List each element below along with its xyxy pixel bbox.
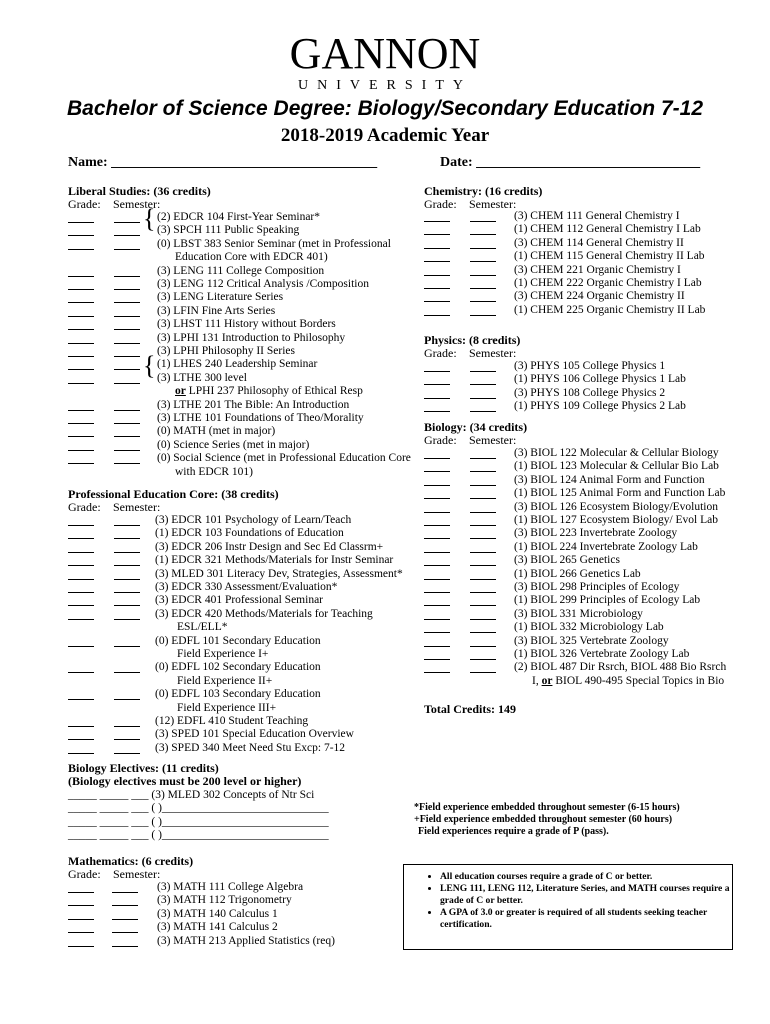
grade-blank[interactable] — [68, 369, 94, 370]
course-row: (3) MATH 140 Calculus 1 — [157, 907, 278, 920]
course-row: Field Experience III+ — [177, 701, 277, 714]
semester-blank[interactable] — [112, 946, 138, 947]
grade-blank[interactable] — [68, 463, 94, 464]
section-heading: Liberal Studies: (36 credits) — [68, 184, 211, 198]
semester-blank[interactable] — [114, 538, 140, 539]
semester-blank[interactable] — [114, 302, 140, 303]
semester-blank[interactable] — [114, 646, 140, 647]
course-row: Field Experience II+ — [177, 674, 273, 687]
grade-blank[interactable] — [68, 605, 94, 606]
course-row: (1) CHEM 112 General Chemistry I Lab — [514, 223, 701, 236]
semester-blank[interactable] — [114, 436, 140, 437]
course-row: (0) Science Series (met in major) — [157, 438, 310, 451]
grade-blank[interactable] — [424, 659, 450, 660]
semester-blank[interactable] — [470, 552, 496, 553]
course-row: (1) BIOL 332 Microbiology Lab — [514, 621, 664, 634]
grade-blank[interactable] — [68, 316, 94, 317]
page-title: Bachelor of Science Degree: Biology/Secondary Education 7-12 — [66, 97, 704, 120]
semester-blank[interactable] — [114, 235, 140, 236]
semester-label: Semester: — [113, 500, 161, 514]
grade-blank[interactable] — [424, 221, 450, 222]
semester-blank[interactable] — [114, 222, 140, 223]
semester-blank[interactable] — [114, 450, 140, 451]
course-row: (3) LTHE 201 The Bible: An Introduction — [157, 398, 350, 411]
course-row: (1) EDCR 321 Methods/Materials for Instr Seminar — [155, 554, 394, 567]
course-row: (3) BIOL 223 Invertebrate Zoology — [514, 527, 678, 540]
grade-blank[interactable] — [68, 892, 94, 893]
grade-blank[interactable] — [68, 436, 94, 437]
semester-blank[interactable] — [470, 619, 496, 620]
grade-blank[interactable] — [68, 289, 94, 290]
grade-blank[interactable] — [424, 592, 450, 593]
semester-blank[interactable] — [470, 592, 496, 593]
grade-blank[interactable] — [68, 343, 94, 344]
semester-label: Semester: — [113, 867, 161, 881]
course-row: Field Experience I+ — [177, 648, 269, 660]
grade-blank[interactable] — [68, 552, 94, 553]
grade-blank[interactable] — [424, 384, 450, 385]
course-row — [532, 675, 724, 688]
semester-blank[interactable] — [470, 672, 496, 673]
grade-blank[interactable] — [424, 275, 450, 276]
grade-blank[interactable] — [68, 579, 94, 580]
grade-blank[interactable] — [68, 525, 94, 526]
semester-blank[interactable] — [114, 699, 140, 700]
grade-blank[interactable] — [68, 329, 94, 330]
course-row: (3) LENG 111 College Composition — [157, 264, 325, 277]
grade-blank[interactable] — [68, 905, 94, 906]
semester-blank[interactable] — [112, 892, 138, 893]
course-row: (3) EDCR 401 Professional Seminar — [155, 594, 324, 607]
semester-blank[interactable] — [470, 261, 496, 262]
grade-blank[interactable] — [68, 726, 94, 727]
course-row: (0) MATH (met in major) — [157, 425, 276, 438]
course-row: (3) MATH 213 Applied Statistics (req) — [157, 934, 335, 947]
course-row: (3) LENG Literature Series — [157, 291, 284, 304]
row-text-part: I, — [532, 674, 542, 687]
elective-row[interactable]: _____ _____ ___ ( )_____________________________ — [68, 802, 329, 815]
grade-blank[interactable] — [424, 672, 450, 673]
elective-row[interactable]: _____ _____ ___ ( )_____________________________ — [68, 815, 329, 828]
course-row: (3) CHEM 114 General Chemistry II — [514, 236, 684, 249]
course-row: (0) LBST 383 Senior Seminar (met in Professional — [157, 237, 391, 250]
course-row: (1) CHEM 115 General Chemistry II Lab — [514, 250, 705, 263]
course-row: (3) LPHI Philosophy II Series — [157, 345, 295, 357]
section-heading: Chemistry: (16 credits) — [424, 184, 543, 198]
semester-blank[interactable] — [470, 512, 496, 513]
semester-blank[interactable] — [114, 423, 140, 424]
course-row: (3) EDCR 330 Assessment/Evaluation* — [155, 581, 338, 593]
grade-blank[interactable] — [424, 371, 450, 372]
semester-blank[interactable] — [470, 411, 496, 412]
section-heading: Biology Electives: (11 credits) — [68, 761, 219, 775]
course-row: (3) CHEM 224 Organic Chemistry II — [514, 290, 685, 303]
semester-blank[interactable] — [470, 458, 496, 459]
course-row: (1) CHEM 225 Organic Chemistry II Lab — [514, 303, 706, 316]
grade-blank[interactable] — [68, 932, 94, 933]
course-row: (3) SPED 340 Meet Need Stu Excp: 7-12 — [155, 741, 346, 754]
brace-icon: { — [143, 204, 156, 233]
semester-blank[interactable] — [470, 275, 496, 276]
course-row: (3) LPHI 131 Introduction to Philosophy — [157, 331, 346, 344]
grade-label: Grade: — [68, 500, 101, 514]
course-row: (0) Social Science (met in Professional Education Core — [157, 452, 411, 465]
semester-blank[interactable] — [114, 525, 140, 526]
course-row: (1) BIOL 266 Genetics Lab — [514, 567, 641, 580]
university-logo: GANNON — [289, 29, 481, 78]
grade-blank[interactable] — [424, 471, 450, 472]
course-row: (3) BIOL 331 Microbiology — [514, 607, 643, 620]
course-row: (3) PHYS 105 College Physics 1 — [514, 360, 666, 372]
semester-blank[interactable] — [470, 579, 496, 580]
semester-label: Semester: — [469, 346, 517, 360]
semester-blank[interactable] — [114, 249, 140, 250]
semester-blank[interactable] — [470, 538, 496, 539]
course-row: (3) CHEM 221 Organic Chemistry I — [514, 263, 681, 276]
semester-label: Semester: — [469, 197, 517, 211]
grade-label: Grade: — [424, 433, 457, 447]
course-row: ESL/ELL* — [177, 621, 228, 634]
semester-blank[interactable] — [470, 646, 496, 647]
course-row: (0) EDFL 101 Secondary Education — [155, 634, 321, 647]
course-row: (3) LTHE 101 Foundations of Theo/Morality — [157, 412, 364, 424]
academic-year: 2018-2019 Academic Year — [280, 125, 490, 146]
course-row: (1) BIOL 125 Animal Form and Function Lab — [514, 487, 726, 500]
grade-blank[interactable] — [68, 302, 94, 303]
course-row: (3) SPCH 111 Public Speaking — [157, 224, 300, 237]
grade-blank[interactable] — [68, 919, 94, 920]
course-row: (2) BIOL 487 Dir Rsrch, BIOL 488 Bio Rsrch — [514, 661, 727, 674]
course-row: (3) PHYS 108 College Physics 2 — [514, 386, 666, 399]
semester-blank[interactable] — [114, 739, 140, 740]
footnote: *Field experience embedded throughout semester (6-15 hours) — [414, 802, 680, 813]
course-row: (1) CHEM 222 Organic Chemistry I Lab — [514, 277, 702, 289]
grade-blank[interactable] — [68, 410, 94, 411]
grade-blank[interactable] — [68, 619, 94, 620]
name-field[interactable]: Name: ______________________________________ — [68, 155, 378, 170]
course-row: (3) MLED 301 Literacy Dev, Strategies, Assessment* — [155, 567, 403, 580]
grade-blank[interactable] — [68, 235, 94, 236]
semester-blank[interactable] — [114, 410, 140, 411]
grade-blank[interactable] — [68, 739, 94, 740]
grade-blank[interactable] — [424, 485, 450, 486]
semester-blank[interactable] — [114, 579, 140, 580]
grade-blank[interactable] — [68, 646, 94, 647]
semester-blank[interactable] — [470, 248, 496, 249]
semester-blank[interactable] — [114, 329, 140, 330]
course-row: Education Core with EDCR 401) — [175, 251, 328, 264]
requirement-item: • All education courses require a grade of C or better. — [440, 871, 732, 883]
grade-blank[interactable] — [68, 946, 94, 947]
semester-blank[interactable] — [114, 369, 140, 370]
grade-blank[interactable] — [424, 619, 450, 620]
semester-blank[interactable] — [114, 565, 140, 566]
semester-blank[interactable] — [470, 498, 496, 499]
grade-blank[interactable] — [424, 234, 450, 235]
grade-blank[interactable] — [68, 538, 94, 539]
grade-label: Grade: — [424, 197, 457, 211]
course-row: (1) LHES 240 Leadership Seminar — [157, 358, 318, 371]
total-credits: Total Credits: 149 — [424, 702, 517, 716]
semester-blank[interactable] — [112, 905, 138, 906]
grade-blank[interactable] — [424, 538, 450, 539]
grade-blank[interactable] — [68, 672, 94, 673]
grade-blank[interactable] — [424, 301, 450, 302]
course-row: (1) EDCR 103 Foundations of Education — [155, 527, 344, 540]
course-row: (3) BIOL 122 Molecular & Cellular Biology — [514, 447, 719, 459]
semester-blank[interactable] — [114, 552, 140, 553]
semester-blank[interactable] — [114, 605, 140, 606]
semester-blank[interactable] — [470, 221, 496, 222]
grade-label: Grade: — [68, 867, 101, 881]
semester-blank[interactable] — [470, 525, 496, 526]
elective-row[interactable]: _____ _____ ___ ( )_____________________________ — [68, 829, 329, 842]
grade-blank[interactable] — [424, 288, 450, 289]
semester-blank[interactable] — [470, 632, 496, 633]
semester-blank[interactable] — [470, 471, 496, 472]
course-row: (3) EDCR 101 Psychology of Learn/Teach — [155, 514, 352, 526]
elective-row[interactable]: _____ _____ ___ (3) MLED 302 Concepts of Ntr Sci — [68, 789, 315, 801]
course-row: with EDCR 101) — [175, 465, 253, 478]
footnote: Field experiences require a grade of P (pass). — [418, 826, 609, 837]
grade-blank[interactable] — [68, 249, 94, 250]
course-row: (3) MATH 111 College Algebra — [157, 881, 304, 893]
grade-label: Grade: — [68, 197, 101, 211]
section-heading: Mathematics: (6 credits) — [68, 854, 194, 868]
course-row — [175, 385, 363, 398]
grade-blank[interactable] — [424, 398, 450, 399]
grade-blank[interactable] — [68, 423, 94, 424]
section-subheading: (Biology electives must be 200 level or higher) — [68, 774, 302, 788]
semester-blank[interactable] — [114, 463, 140, 464]
semester-blank[interactable] — [112, 932, 138, 933]
brace-icon: { — [143, 351, 156, 380]
grade-blank[interactable] — [424, 411, 450, 412]
course-row: (3) BIOL 298 Principles of Ecology — [514, 581, 680, 593]
semester-blank[interactable] — [470, 234, 496, 235]
semester-blank[interactable] — [470, 301, 496, 302]
course-row: (1) BIOL 123 Molecular & Cellular Bio Lab — [514, 460, 719, 473]
alt-course: LPHI 237 Philosophy of Ethical Resp — [185, 385, 363, 398]
grade-blank[interactable] — [424, 646, 450, 647]
course-row: (1) BIOL 127 Ecosystem Biology/ Evol Lab — [514, 514, 718, 526]
semester-blank[interactable] — [470, 485, 496, 486]
semester-blank[interactable] — [114, 753, 140, 754]
row-text-part: or — [541, 674, 553, 687]
semester-blank[interactable] — [470, 315, 496, 316]
course-row: (1) BIOL 299 Principles of Ecology Lab — [514, 594, 701, 607]
course-row: (3) BIOL 265 Genetics — [514, 554, 620, 567]
semester-blank[interactable] — [470, 371, 496, 372]
semester-blank[interactable] — [470, 565, 496, 566]
semester-blank[interactable] — [114, 383, 140, 384]
course-row: (1) PHYS 109 College Physics 2 Lab — [514, 400, 686, 413]
semester-blank[interactable] — [114, 619, 140, 620]
grade-blank[interactable] — [424, 565, 450, 566]
course-row: (3) LENG 112 Critical Analysis /Composition — [157, 278, 369, 290]
course-row: (1) BIOL 326 Vertebrate Zoology Lab — [514, 648, 690, 660]
grade-blank[interactable] — [424, 498, 450, 499]
semester-blank[interactable] — [470, 605, 496, 606]
university-logo-subtitle: UNIVERSITY — [298, 78, 472, 93]
course-row: (3) MATH 141 Calculus 2 — [157, 921, 278, 934]
course-row: (3) BIOL 325 Vertebrate Zoology — [514, 634, 669, 647]
semester-blank[interactable] — [114, 343, 140, 344]
semester-blank[interactable] — [470, 384, 496, 385]
or-label: or — [175, 385, 186, 398]
course-row: (3) BIOL 124 Animal Form and Function — [514, 473, 705, 486]
grade-blank[interactable] — [424, 579, 450, 580]
grade-blank[interactable] — [68, 450, 94, 451]
course-row: (1) PHYS 106 College Physics 1 Lab — [514, 373, 686, 386]
semester-blank[interactable] — [470, 288, 496, 289]
grade-blank[interactable] — [424, 458, 450, 459]
grade-blank[interactable] — [68, 565, 94, 566]
semester-blank[interactable] — [470, 398, 496, 399]
course-row: (3) MATH 112 Trigonometry — [157, 894, 292, 907]
section-heading: Physics: (8 credits) — [424, 333, 521, 347]
grade-blank[interactable] — [68, 383, 94, 384]
grade-blank[interactable] — [424, 605, 450, 606]
grade-blank[interactable] — [424, 261, 450, 262]
semester-blank[interactable] — [114, 276, 140, 277]
date-field[interactable]: Date: ________________________________ — [440, 155, 701, 170]
course-row: (0) EDFL 102 Secondary Education — [155, 661, 321, 674]
course-row: (3) CHEM 111 General Chemistry I — [514, 210, 680, 222]
semester-blank[interactable] — [114, 672, 140, 673]
semester-blank[interactable] — [114, 592, 140, 593]
grade-label: Grade: — [424, 346, 457, 360]
grade-blank[interactable] — [68, 276, 94, 277]
semester-blank[interactable] — [114, 356, 140, 357]
course-row: (12) EDFL 410 Student Teaching — [155, 715, 309, 727]
grade-blank[interactable] — [68, 699, 94, 700]
requirement-item: • A GPA of 3.0 or greater is required of all students seeking teacher certification. — [440, 907, 732, 931]
semester-label: Semester: — [469, 433, 517, 447]
course-row: (2) EDCR 104 First-Year Seminar* — [157, 211, 321, 223]
grade-blank[interactable] — [68, 753, 94, 754]
semester-label: Semester: — [113, 197, 161, 211]
grade-blank[interactable] — [424, 248, 450, 249]
footnote: +Field experience embedded throughout semester (60 hours) — [414, 814, 673, 825]
course-row: (3) BIOL 126 Ecosystem Biology/Evolution — [514, 500, 719, 513]
requirements-list — [404, 871, 732, 931]
grade-blank[interactable] — [424, 315, 450, 316]
course-row: (1) BIOL 224 Invertebrate Zoology Lab — [514, 540, 698, 553]
grade-blank[interactable] — [424, 525, 450, 526]
course-row: (3) EDCR 420 Methods/Materials for Teaching — [155, 607, 373, 620]
semester-blank[interactable] — [470, 659, 496, 660]
course-row: (3) LFIN Fine Arts Series — [157, 304, 276, 317]
semester-blank[interactable] — [114, 289, 140, 290]
course-row: (0) EDFL 103 Secondary Education — [155, 688, 321, 701]
grade-blank[interactable] — [68, 592, 94, 593]
row-text-part: BIOL 490-495 Special Topics in Bio — [552, 674, 725, 687]
course-row: (3) LHST 111 History without Borders — [157, 318, 336, 331]
section-heading: Biology: (34 credits) — [424, 420, 528, 434]
semester-blank[interactable] — [112, 919, 138, 920]
semester-blank[interactable] — [114, 726, 140, 727]
grade-blank[interactable] — [424, 512, 450, 513]
grade-blank[interactable] — [424, 552, 450, 553]
grade-blank[interactable] — [424, 632, 450, 633]
grade-blank[interactable] — [68, 222, 94, 223]
grade-blank[interactable] — [68, 356, 94, 357]
course-row: (3) EDCR 206 Instr Design and Sec Ed Classrm+ — [155, 540, 384, 553]
section-heading: Professional Education Core: (38 credits) — [68, 487, 279, 501]
requirement-item: • LENG 111, LENG 112, Literature Series, and MATH courses require a grade of C or better. — [440, 883, 732, 907]
requirements-box — [403, 864, 733, 950]
semester-blank[interactable] — [114, 316, 140, 317]
course-row: (3) LTHE 300 level — [157, 371, 247, 384]
course-row: (3) SPED 101 Special Education Overview — [155, 728, 354, 741]
